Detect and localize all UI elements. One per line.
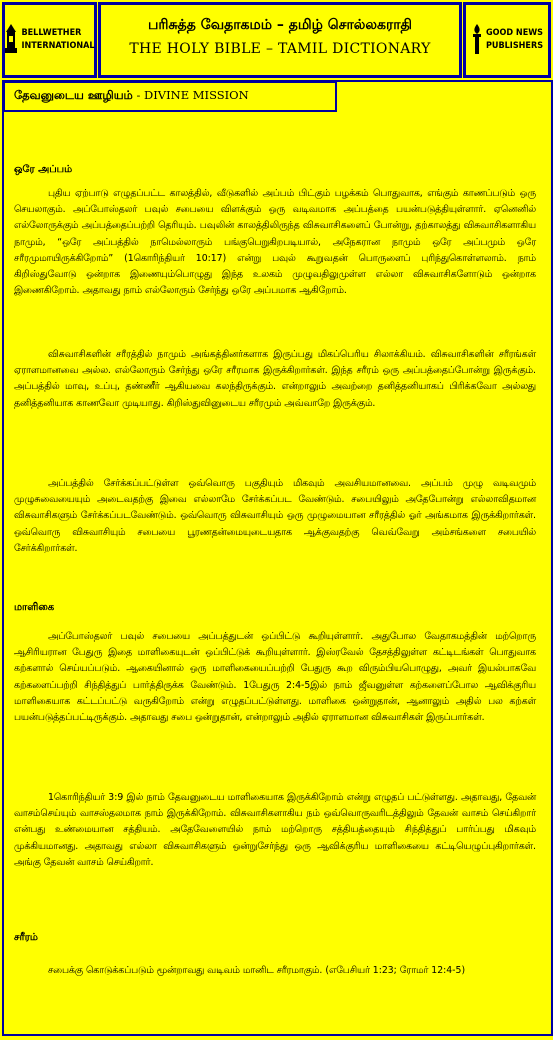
bell-tower-icon [4,23,18,57]
goodnews-logo [463,2,551,78]
paragraph: புதிய ஏற்பாடு எழுதப்பட்ட காலத்தில், வீடுகளில் அப்பம் பிட்கும் பழக்கம் பொதுவாக, எங்கும் காணப்படும் ஒரு செயலாகும். அப்போஸ்தலர் பவுல் சபையை விளக்கும் ஒரு வடிவமாக அப்பத்தை பயன்படுத்தியுள்ளார். ஏனெனில் எல்லோருக்கும் அப்பத்தைப்பற்றி தெரியும். பவுலின் காலத்திலிருந்த விசுவாசிகளைப் போன்று, தற்காலத்து விசுவாசிகளாகிய நாமும், “ஒரே அப்பத்தில் நாமெல்லாரும் பங்குபெறுகிறபடியால், அநேகரான நாமும் ஒரே அப்பமும் ஒரே சரீரமுமாயிருக்கிறோம்” (1கொரிந்தியர் 10:17) என்று பவுல் கூறுவதன் பொருளைப் புரிந்துகொள்ளலாம். நாம் கிறிஸ்துவோடு ஒன்றாக இணையும்பொழுது இந்த உலகம் முழுவதிலுமுள்ள எல்லா விசுவாசிகளோடும் ஒன்றாக இணைகிறோம். அதாவது நாம் எல்லோரும் சேர்ந்து ஒரே அப்பமாக ஆகிறோம். [14,188,536,297]
right-logo-line1: GOOD NEWS [485,28,543,38]
title-tamil: பரிசுத்த வேதாகமம் – தமிழ் சொல்லகராதி [148,17,412,33]
torch-icon [471,23,483,57]
paragraph: விசுவாசிகளின் சரீரத்தில் நாமும் அங்கத்தினர்களாக இருப்பது மிகப்பெரிய சிலாக்கியம். விசுவாசிகளின் சரீரங்கள் ஏராளமானவை அல்ல. எல்லோரும் சேர்ந்து ஒரே சரீரமாக இருக்கிறார்கள். இந்த சரீரம் ஒரு அப்பத்தைப்போன்று இருக்கும். அப்பத்தில் மாவு, உப்பு, தண்ணீர் ஆகியவை கலந்திருக்கும். என்றாலும் அவற்றை தனித்தனியாகப் பிரிக்கவோ அல்லது தனித்தனியாக காணவோ முடியாது. கிறிஸ்துவினுடைய சரீரமும் அவ்வாறே இருக்கும். [14,349,536,409]
heading-one-bread: ஒரே அப்பம் [14,164,73,175]
section-title-tamil: தேவனுடைய ஊழியம் [14,88,133,102]
bellwether-logo [2,2,97,78]
left-logo-line2: INTERNATIONAL [21,41,95,51]
section-title-english: - DIVINE MISSION [132,88,249,102]
right-logo-line2: PUBLISHERS [485,41,544,51]
paragraph: 1கொரிந்தியர் 3:9 இல் நாம் தேவனுடைய மாளிகையாக இருக்கிறோம் என்று எழுதப் பட்டுள்ளது. அதாவது, தேவன் வாசம்செய்யும் வாசஸ்தலமாக நாம் இருக்கிறோம். விசுவாசிகளாகிய நம் ஒவ்வொருவரிடத்திலும் தேவன் வாசம் செய்கிறார் என்பது உண்மையான சத்தியம். அதேவேளையில் நாம் மற்றொரு சத்தியத்தையும் சிந்தித்துப் பார்ப்பது மிகவும் முக்கியமானது. அதாவது எல்லா விசுவாசிகளும் ஒன்றுசேர்ந்து ஒரு ஆவிக்குரிய மாளிகையை கட்டியெழுப்புகிறார்கள். அங்கு தேவன் வாசம் செய்கிறார். [14,792,536,868]
paragraph: சபைக்கு கொடுக்கப்படும் மூன்றாவது வடிவம் மானிட சரீரமாகும். (எபேசியர் 1:23; ரோமர் 12:4-5) [48,965,466,976]
paragraph: அப்பத்தில் சேர்க்கப்பட்டுள்ள ஒவ்வொரு பகுதியும் மிகவும் அவசியமானவை. அப்பம் முழு வடிவமும் முழுசுவையையும் அடைவதற்கு இவை எல்லாமே சேர்க்கப்பட வேண்டும். சபையிலும் அதேபோன்று எல்லாவிதமான விசுவாசிகளும் சேர்க்கப்படவேண்டும். ஒவ்வொரு விசுவாசியும் ஒரு முழுமையான சரீரத்தில் ஓர் அங்கமாக இருக்கிறார்கள். ஒவ்வொரு விசுவாசியும் சபையை பூரணதன்மையுடையதாக ஆக்குவதற்கு வெவ்வேறு அம்சங்களை சபையில் சேர்க்கிறார்கள். [14,478,536,554]
paragraph: அப்போஸ்தலர் பவுல் சபையை அப்பத்துடன் ஒப்பிட்டு கூறியுள்ளார். அதுபோல வேதாகமத்தின் மற்றொரு ஆசிரியரான பேதுரு இதை மாளிகையுடன் ஒப்பிட்டுக் கூறியுள்ளார். இஸ்ரவேல் தேசத்திலுள்ள கட்டிடங்கள் பொதுவாக கற்களால் செய்யப்படும். ஆகையினால் ஒரு மாளிகையைப்பற்றி பேதுரு கூற விரும்பியபொழுது, அவர் இயல்பாகவே கற்களைப்பற்றி சிந்தித்துப் பார்த்திருக்க வேண்டும். 1பேதுரு 2:4-5இல் நாம் ஜீவனுள்ள கற்களைப்போல ஆவிக்குரிய மாளிகையாக கட்டப்பட்டு வருகிறோம் என்று எழுதப்பட்டுள்ளது. மாளிகை ஒன்றுதான், ஆனாலும் அதில் பல கற்கள் பயன்படுத்தப்பட்டிருக்கும். அதாவது சபை ஒன்றுதான், என்றாலும் அதில் ஏராளமான விசுவாசிகள் இருப்பார்கள். [14,631,536,724]
heading-body: சரீரம் [14,932,38,943]
title-english: THE HOLY BIBLE – TAMIL DICTIONARY [129,41,431,57]
heading-mansion: மாளிகை [14,602,55,613]
left-logo-line1: BELLWETHER [21,28,82,38]
section-title [3,81,337,112]
page-header [98,2,462,78]
